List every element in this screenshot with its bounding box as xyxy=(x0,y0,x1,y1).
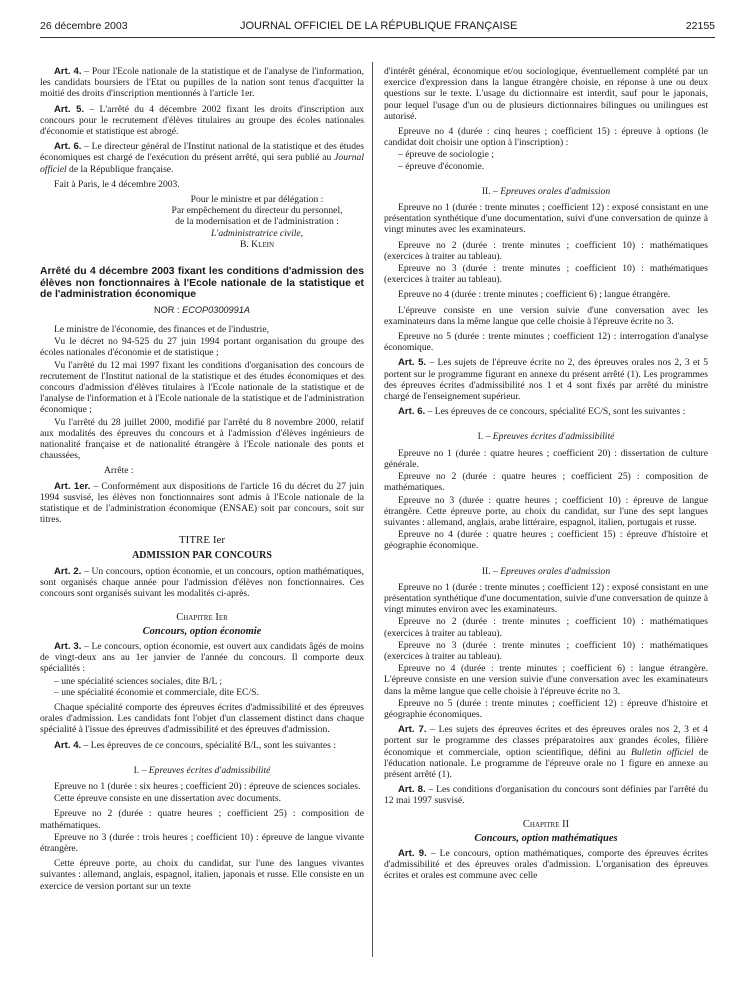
vu-clause: Vu l'arrêté du 28 juillet 2000, modifié par l'arrêté du 8 novembre 2000, relatif aux modalités des épreuves du concours et à l'admission d'élèves ingénieurs de nationalité française et de nationalité étrangère à l'Ecole nationale des ponts et chaussées, xyxy=(40,416,364,462)
paragraph: Cette épreuve consiste en une dissertation avec documents. xyxy=(54,793,281,805)
header-date: 26 décembre 2003 xyxy=(40,20,128,32)
signatory-name: B. Klein xyxy=(239,238,275,250)
article-label: Art. 8. xyxy=(398,784,426,796)
epreuve: Epreuve no 5 (durée : trente minutes ; coefficient 12) : interrogation d'analyse économique. xyxy=(384,331,708,354)
fait-a-paris: Fait à Paris, le 4 décembre 2003. xyxy=(54,178,180,190)
section-title: Epreuves orales d'admission xyxy=(500,565,611,577)
left-column xyxy=(40,66,364,896)
section-heading xyxy=(384,186,708,197)
page-header xyxy=(40,20,715,36)
paragraph: Chaque spécialité comporte des épreuves écrites d'admissibilité et des épreuves orales d'admission. Les candidats font l'objet d'un classement distinct dans chaque spécialité à l'issue des épreuves d'admissibilité et des épreuves d'admission. xyxy=(40,701,364,736)
ministre-line: Le ministre de l'économie, des finances et de l'industrie, xyxy=(54,324,269,336)
signature-line: Pour le ministre et par délégation : xyxy=(190,194,324,206)
section-number: II. – xyxy=(481,185,501,197)
article-text: – Les conditions d'organisation du concours sont définies par l'arrêté du 12 mai 1997 susvisé. xyxy=(384,784,708,807)
epreuve: Epreuve no 1 (durée : quatre heures ; coefficient 20) : dissertation de culture générale. xyxy=(384,447,708,470)
epreuve: Epreuve no 3 (durée : trois heures ; coefficient 10) : épreuve de langue vivante étrangère. xyxy=(40,831,364,854)
article-5 xyxy=(40,104,364,138)
list-item: – une spécialité économie et commerciale, dite EC/S. xyxy=(54,686,259,698)
article-text: – Les épreuves de ce concours, spécialité B/L, sont les suivantes : xyxy=(81,739,336,751)
epreuve: Epreuve no 3 (durée : quatre heures ; coefficient 10) : épreuve de langue étrangère. Cette épreuve porte, au choix du candidat, sur l'une des sept langues suivantes : allemand, anglais, arabe littéraire, espagnol, italien, portugais et russe. xyxy=(384,494,708,528)
article-label: Art. 2. xyxy=(54,565,82,577)
epreuve: Epreuve no 1 (durée : trente minutes ; coefficient 12) : exposé consistant en une présentation synthétique d'une documentation, suivie d'une conversation de quinze à vingt minutes environ avec les examinateurs. xyxy=(384,581,708,616)
epreuve: Epreuve no 4 (durée : trente minutes ; coefficient 6) : langue étrangère. L'épreuve consiste en une version suivie d'une conversation avec les examinateurs dans la même langue que celle choisie à l'épreuve écrite no 3. xyxy=(384,663,708,697)
nor-reference xyxy=(40,305,364,316)
section-title: Epreuves écrites d'admissibilité xyxy=(492,431,615,443)
article-text-italic: Bulletin officiel xyxy=(631,746,694,758)
article-text: – Un concours, option économie, et un concours, option mathématiques, sont organisés chaque année pour l'admission d'élèves non fonctionnaires. Ces concours sont organisés suivant les modalités ci-après. xyxy=(40,565,364,600)
nor-label: NOR : xyxy=(153,304,183,315)
article-6 xyxy=(40,141,364,175)
section-title: Epreuves écrites d'admissibilité xyxy=(148,764,271,776)
article-7 xyxy=(384,724,708,780)
section-heading xyxy=(40,765,364,776)
chapter-subheading: Concours, option mathématiques xyxy=(474,832,618,844)
signature-line: Par empêchement du directeur du personnel, xyxy=(171,205,343,217)
article-5-right xyxy=(384,357,708,402)
epreuve: Epreuve no 1 (durée : six heures ; coefficient 20) : épreuve de sciences sociales. xyxy=(54,780,361,792)
header-journal-title: JOURNAL OFFICIEL DE LA RÉPUBLIQUE FRANÇAISE xyxy=(240,20,518,32)
right-column xyxy=(384,66,708,886)
list-item: – épreuve de sociologie ; xyxy=(398,149,494,161)
article-text-italic: Journal officiel xyxy=(40,152,364,175)
epreuve: Epreuve no 4 (durée : trente minutes ; coefficient 6) ; langue étrangère. xyxy=(398,289,671,301)
vu-clause: Vu le décret no 94-525 du 27 juin 1994 portant organisation du groupe des écoles nationales d'économie et de statistique ; xyxy=(40,336,364,359)
article-label: Art. 7. xyxy=(398,724,427,736)
titre-subheading: ADMISSION PAR CONCOURS xyxy=(132,549,272,561)
chapter-heading: Chapitre Ier xyxy=(176,611,228,623)
article-text: – Conformément aux dispositions de l'article 16 du décret du 27 juin 1994 susvisé, les élèves non fonctionnaires sont admis à l'Ecole nationale de la statistique et de l'administration économique (ENSAE) soit par concours, soit sur titres. xyxy=(40,480,364,526)
list-item: – épreuve d'économie. xyxy=(398,160,485,172)
article-label: Art. 5. xyxy=(54,103,85,115)
chapter-subheading: Concours, option économie xyxy=(142,625,262,637)
paragraph: Cette épreuve porte, au choix du candidat, sur l'une des langues vivantes suivantes : allemand, anglais, espagnol, italien, japonais et russe. Elle consiste en un exercice de version portant sur un texte xyxy=(40,858,364,892)
signature-line: de la modernisation et de l'administration : xyxy=(175,216,339,228)
chapter-heading: Chapitre II xyxy=(522,818,570,830)
arrete-line: Arrête : xyxy=(104,465,134,477)
article-text: – Pour l'Ecole nationale de la statistique et de l'analyse de l'information, les candidats boursiers de l'Etat ou pupilles de la nation sont tenus d'acquitter la moitié des droits d'inscription mentionnés à l'article 1er. xyxy=(40,66,364,100)
article-label: Art. 3. xyxy=(54,640,82,652)
article-text: – Le concours, option économie, est ouvert aux candidats âgés de moins de vingt-deux ans au 1er janvier de l'année du concours. Il comporte deux spécialités : xyxy=(40,640,364,675)
titre-heading: TITRE Ier xyxy=(178,534,226,547)
section-heading xyxy=(384,431,708,442)
article-4-bl xyxy=(40,740,364,751)
article-text: de la République française. xyxy=(66,163,174,175)
epreuve: Epreuve no 2 (durée : trente minutes ; coefficient 10) : mathématiques (exercices à traiter au tableau). xyxy=(384,239,708,262)
list-item: – une spécialité sciences sociales, dite B/L ; xyxy=(54,675,223,687)
article-4 xyxy=(40,66,364,100)
article-2 xyxy=(40,566,364,600)
article-1 xyxy=(40,481,364,526)
epreuve: Epreuve no 4 (durée : quatre heures ; coefficient 15) : épreuve d'histoire et géographie économique. xyxy=(384,529,708,552)
section-title: Epreuves orales d'admission xyxy=(500,185,611,197)
nor-code: ECOP0300991A xyxy=(182,304,250,315)
article-3 xyxy=(40,641,364,675)
epreuve: Epreuve no 3 (durée : trente minutes ; coefficient 10) : mathématiques (exercices à traiter au tableau). xyxy=(384,263,708,286)
epreuve: Epreuve no 4 (durée : cinq heures ; coefficient 15) : épreuve à options (le candidat doit choisir une option à l'inscription) : xyxy=(384,126,708,149)
article-label: Art. 5. xyxy=(398,357,427,369)
article-label: Art. 4. xyxy=(54,739,82,751)
column-divider xyxy=(372,62,373,957)
article-text: – Les épreuves de ce concours, spécialité EC/S, sont les suivantes : xyxy=(425,406,686,418)
article-text: de l'éducation nationale. Le programme de l'épreuve orale no 1 figure en annexe au présent arrêté (1). xyxy=(384,746,708,780)
article-label: Art. 6. xyxy=(398,406,426,418)
article-label: Art. 1er. xyxy=(54,480,91,492)
epreuve: Epreuve no 2 (durée : quatre heures ; coefficient 25) : composition de mathématiques. xyxy=(40,808,364,831)
signature-line: L'administratrice civile, xyxy=(210,227,304,239)
epreuve: Epreuve no 2 (durée : quatre heures ; coefficient 25) : composition de mathématiques. xyxy=(384,471,708,494)
section-number: II. – xyxy=(481,565,501,577)
article-6-right xyxy=(384,406,708,417)
paragraph: L'épreuve consiste en une version suivie d'une conversation avec les examinateurs dans la même langue que celle choisie à l'épreuve écrite no 3. xyxy=(384,304,708,327)
article-text: – Les sujets de l'épreuve écrite no 2, des épreuves orales nos 2, 3 et 5 portent sur le programme figurant en annexe du présent arrêté (1). Les programmes des épreuves écrites d'admissibilité nos 1 et 4 sont fixés par arrêté du ministre chargé de l'enseignement supérieur. xyxy=(384,357,708,403)
epreuve: Epreuve no 1 (durée : trente minutes ; coefficient 12) : exposé consistant en une présentation synthétique d'une documentation, suivi d'une conversation de quinze à vingt minutes avec les examinateurs. xyxy=(384,202,708,236)
decree-title: Arrêté du 4 décembre 2003 fixant les conditions d'admission des élèves non fonctionnaires à l'Ecole nationale de la statistique et de l'administration économique xyxy=(40,266,364,301)
vu-clause: Vu l'arrêté du 12 mai 1997 fixant les conditions d'organisation des concours de recrutement de l'Institut national de la statistique et des études économiques et des concours d'admission d'élèves titulaires à l'Ecole nationale de la statistique et de l'analyse de l'information et à l'Ecole nationale de la statistique et de l'administration économique ; xyxy=(40,359,364,416)
article-label: Art. 4. xyxy=(54,66,82,77)
article-text: – L'arrêté du 4 décembre 2002 fixant les droits d'inscription aux concours pour le recrutement d'élèves titulaires au groupe des écoles nationales d'économie et statistique est abrogé. xyxy=(40,103,364,138)
article-8 xyxy=(384,784,708,806)
article-label: Art. 6. xyxy=(54,141,82,153)
signature-block xyxy=(40,194,364,250)
section-heading xyxy=(384,566,708,577)
header-page-number: 22155 xyxy=(685,20,715,32)
article-9 xyxy=(384,848,708,882)
epreuve: Epreuve no 3 (durée : trente minutes ; coefficient 10) : mathématiques (exercices à traiter au tableau). xyxy=(384,639,708,662)
epreuve: Epreuve no 2 (durée : trente minutes ; coefficient 10) : mathématiques (exercices à traiter au tableau). xyxy=(384,616,708,639)
paragraph: d'intérêt général, économique et/ou sociologique, éventuellement complété par un exercice d'expression dans la langue étrangère choisie, en réponse à une ou deux questions sur le texte. L'usage du dictionnaire est interdit, sauf pour le japonais, pour lequel l'usage d'un ou de plusieurs dictionnaires bilingues ou unilingues est autorisé. xyxy=(384,66,708,122)
article-text: – Les sujets des épreuves écrites et des épreuves orales nos 2, 3 et 4 portent sur le programme des classes préparatoires aux grandes écoles, filière économique et commerciale, option scientifique, défini au xyxy=(384,724,708,758)
article-text: – Le concours, option mathématiques, comporte des épreuves écrites d'admissibilité et des épreuves orales d'admission. L'organisation des épreuves écrites et orales est commune avec celle xyxy=(384,847,708,882)
section-number: I. – xyxy=(477,431,493,443)
section-number: I. – xyxy=(133,764,149,776)
article-text: – Le directeur général de l'Institut national de la statistique et des études économiques est chargé de l'exécution du présent arrêté, qui sera publié au xyxy=(40,141,364,164)
article-label: Art. 9. xyxy=(398,847,427,859)
epreuve: Epreuve no 5 (durée : trente minutes ; coefficient 12) : épreuve d'histoire et géographie économiques. xyxy=(384,697,708,720)
header-rule xyxy=(40,37,715,38)
